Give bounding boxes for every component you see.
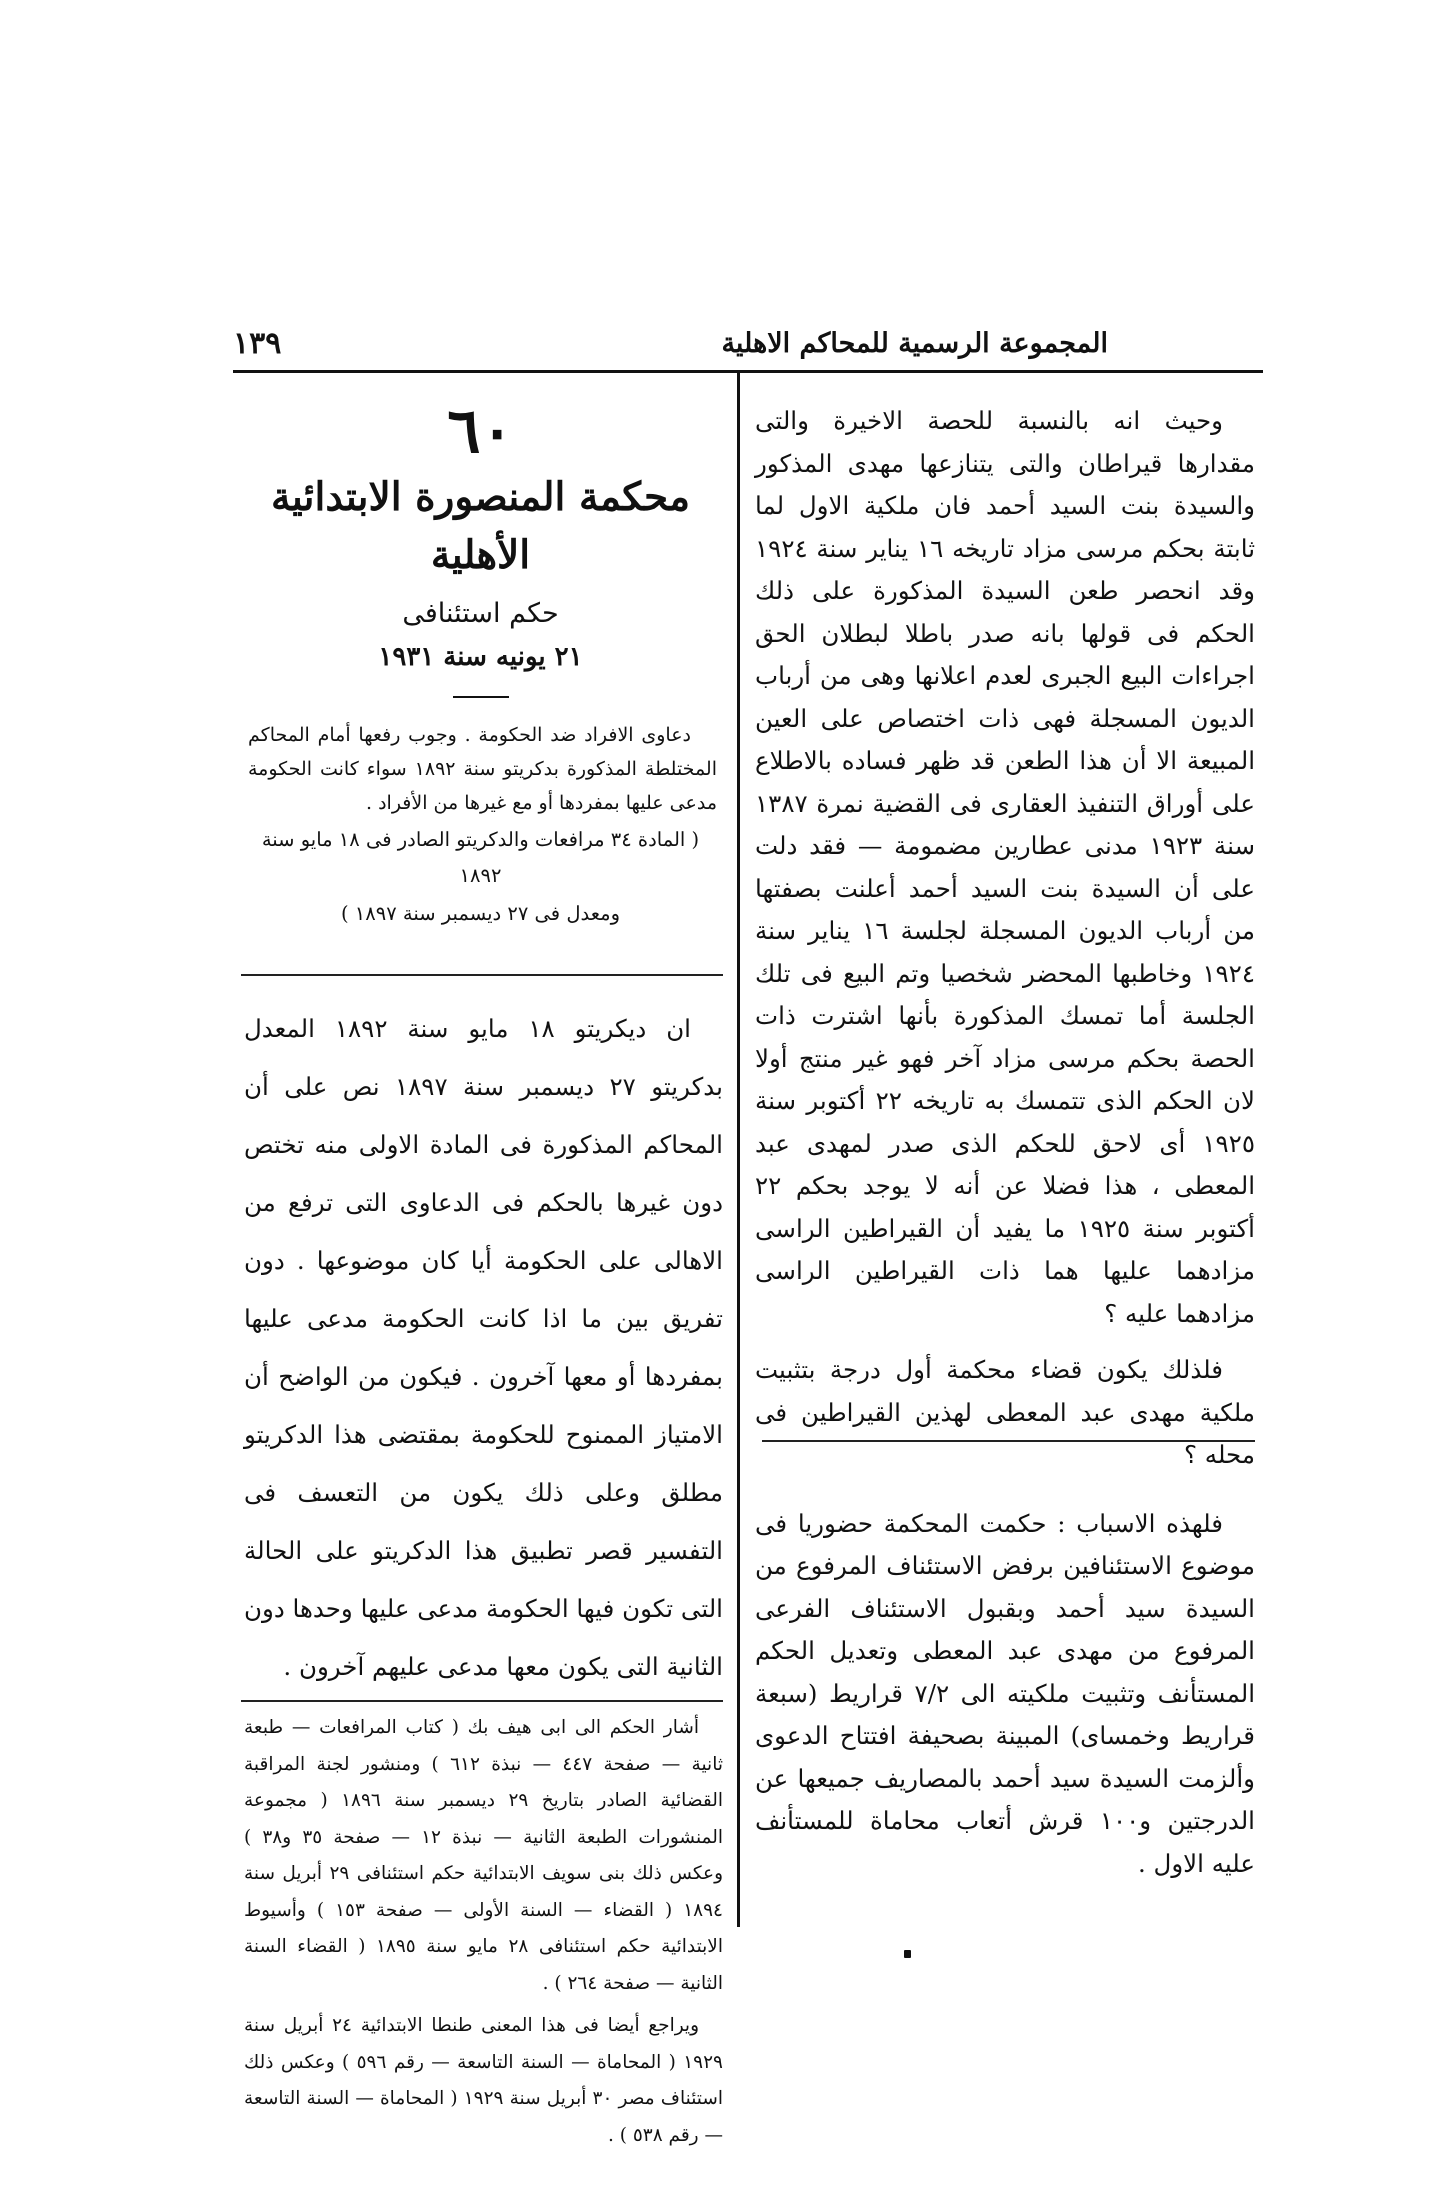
statute-citation-continued: ومعدل فى ٢٧ ديسمبر سنة ١٨٩٧ ) bbox=[340, 902, 621, 925]
column-divider bbox=[737, 372, 740, 1927]
footnote-references: أشار الحكم الى ابى هيف بك ( كتاب المرافعات — طبعة ثانية — صفحة ٤٤٧ — نبذة ٦١٢ ) ومنشور لجنة المراقبة القضائية الصادر بتاريخ ٢٩ ديسمبر سنة ١٨٩٦ ( مجموعة المنشورات الطبعة الثانية — نبذة ١٢ — صفحة ٣٥ و٣٨ ) وعكس ذلك بنى سويف الابتدائية حكم استئنافى ٢٩ أبريل سنة ١٨٩٤ ( القضاء — السنة الأولى — صفحة ١٥٣ ) وأسيوط الابتدائية حكم استئنافى ٢٨ مايو سنة ١٨٩٥ ( القضاء السنة الثانية — صفحة ٢٦٤ ) . bbox=[244, 1717, 724, 1994]
right-column-separator bbox=[762, 1440, 1255, 1442]
judgment-conclusion-paragraph: فلذلك يكون قضاء محكمة أول درجة بتثبيت ملكية مهدى عبد المعطى لهذين القيراطين فى محله ؟ bbox=[755, 1355, 1255, 1469]
statute-citation: ( المادة ٣٤ مرافعات والدكريتو الصادر فى ١٨ مايو سنة ١٨٩٢ bbox=[261, 828, 700, 887]
footnote-separator bbox=[241, 1700, 723, 1702]
case-number: ٦٠ bbox=[447, 394, 514, 467]
judgment-ruling-paragraph: فلهذه الاسباب : حكمت المحكمة حضوريا فى موضوع الاستئنافين برفض الاستئناف المرفوع من السيدة سيد أحمد وبقبول الاستئناف الفرعى المرفوع من مهدى عبد المعطى وتعديل الحكم المستأنف وتثبيت ملكيته الى ٧/٢ قراريط (سبعة قراريط وخمساى) المبينة بصحيفة افتتاح الدعوى وألزمت السيدة سيد أحمد بالمصاريف جميعها عن الدرجتين و١٠٠ قرش أتعاب محاماة للمستأنف عليه الاول . bbox=[755, 1508, 1256, 1878]
left-column bbox=[238, 394, 724, 2154]
page-number: ١٣٩ bbox=[233, 325, 282, 361]
print-mark bbox=[904, 1950, 911, 1958]
running-title: المجموعة الرسمية للمحاكم الاهلية bbox=[721, 327, 1108, 359]
case-summary: دعاوى الافراد ضد الحكومة . وجوب رفعها أمام المحاكم المختلطة المذكورة بدكريتو سنة ١٨٩٢ سواء كانت الحكومة مدعى عليها بمفردها أو مع غيرها من الأفراد . bbox=[248, 724, 717, 814]
ruling-type: حكم استئنافى bbox=[402, 598, 559, 629]
footnote-additional-references: ويراجع أيضا فى هذا المعنى طنطا الابتدائية ٢٤ أبريل سنة ١٩٢٩ ( المحاماة — السنة التاسعة — رقم ٥٩٦ ) وعكس ذلك استئناف مصر ٣٠ أبريل سنة ١٩٢٩ ( المحاماة — السنة التاسعة — رقم ٥٣٨ ) . bbox=[244, 2015, 724, 2146]
right-column bbox=[755, 400, 1255, 1885]
judgment-reasoning-paragraph: وحيث انه بالنسبة للحصة الاخيرة والتى مقدارها قيراطان والتى يتنازعها مهدى المذكور والسيدة بنت السيد أحمد فان ملكية الاول لما ثابتة بحكم مرسى مزاد تاريخه ١٦ يناير سنة ١٩٢٤ وقد انحصر طعن السيدة المذكورة على ذلك الحكم فى قولها بانه صدر باطلا لبطلان الحق اجراءات البيع الجبرى لعدم اعلانها وهى من أرباب الديون المسجلة فهى ذات اختصاص على العين المبيعة الا أن هذا الطعن قد ظهر فساده بالاطلاع على أوراق التنفيذ العقارى فى القضية نمرة ١٣٨٧ سنة ١٩٢٣ مدنى عطارين مضمومة — فقد دلت على أن السيدة بنت السيد أحمد أعلنت بصفتها من أرباب الديون المسجلة لجلسة ١٦ يناير سنة ١٩٢٤ وخاطبها المحضر شخصيا وتم البيع فى تلك الجلسة أما تمسك المذكورة بأنها اشترت ذات الحصة بحكم مرسى مزاد آخر فهو غير منتج أولا لان الحكم الذى تتمسك به تاريخه ٢٢ أكتوبر سنة ١٩٢٥ أى لاحق للحكم الذى صدر لمهدى عبد المعطى ، هذا فضلا عن أنه لا يوجد بحكم ٢٢ أكتوبر سنة ١٩٢٥ ما يفيد أن القيراطين الراسى مزادهما عليها هما ذات القيراطين الراسى مزادهما عليه ؟ bbox=[755, 406, 1256, 1328]
summary-separator bbox=[241, 974, 723, 976]
heading-rule bbox=[453, 696, 509, 698]
court-name: محكمة المنصورة الابتدائية الأهلية bbox=[270, 474, 691, 578]
running-header bbox=[233, 320, 1258, 366]
ruling-date: ٢١ يونيه سنة ١٩٣١ bbox=[378, 642, 583, 672]
principle-text: ان ديكريتو ١٨ مايو سنة ١٨٩٢ المعدل بدكريتو ٢٧ ديسمبر سنة ١٨٩٧ نص على أن المحاكم المذكورة فى المادة الاولى منه تختص دون غيرها بالحكم فى الدعاوى التى ترفع من الاهالى على الحكومة أيا كان موضوعها . دون تفريق بين ما اذا كانت الحكومة مدعى عليها بمفردها أو معها آخرون . فيكون من الواضح أن الامتياز الممنوح للحكومة بمقتضى هذا الدكريتو مطلق وعلى ذلك يكون من التعسف فى التفسير قصر تطبيق هذا الدكريتو على الحالة التى تكون فيها الحكومة مدعى عليها وحدها دون الثانية التى يكون معها مدعى عليهم آخرون . bbox=[244, 1014, 723, 1681]
header-rule bbox=[233, 370, 1263, 373]
